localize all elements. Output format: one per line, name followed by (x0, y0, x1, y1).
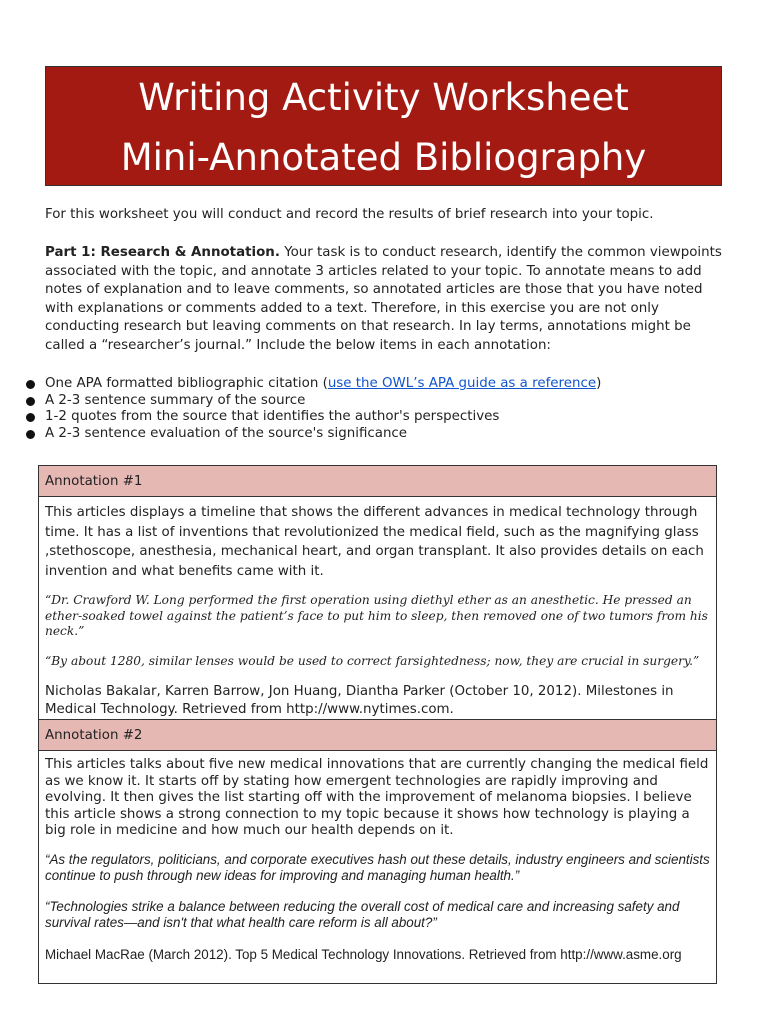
annotation-1-quote-1: “Dr. Crawford W. Long performed the first operation using diethyl ether as an anesthetic. He pressed an ether-soaked towel against the patient’s face to put him to sleep, then removed one of two tumors from his neck.” (45, 593, 708, 638)
annotation-2-quote-1: “As the regulators, politicians, and corporate executives hash out these details, industry engineers and scientists continue to push through new ideas for improving and managing human health.” (45, 851, 710, 883)
list-item: A 2-3 sentence evaluation of the source's significance (24, 426, 601, 443)
list-item (24, 376, 601, 393)
part1-paragraph (45, 244, 725, 355)
part1-text: Your task is to conduct research, identify the common viewpoints associated with the topic, and annotate 3 articles related to your topic. To annotate means to add notes of explanation and to leave comments, so annotated articles are those that you have noted with explanations or comments added to a text. Therefore, in this exercise you are not only conducting research but leaving comments on that research. In lay terms, annotations might be called a “researcher’s journal.” Include the below items in each annotation: (45, 245, 722, 353)
annotation-2-heading: Annotation #2 (39, 720, 717, 751)
annotations-table (38, 465, 717, 984)
worksheet-title: Writing Activity Worksheet (138, 76, 629, 119)
annotation-1-summary: This articles displays a timeline that shows the different advances in medical technology through time. It has a list of inventions that revolutionized the medical field, such as the magnifying glass ,stethoscope, anesthesia, mechanical heart, and organ transplant. It also provides details on each invention and what benefits came with it. (45, 505, 704, 579)
annotation-1-quote-2: “By about 1280, similar lenses would be used to correct farsightedness; now, they are crucial in surgery.” (45, 653, 700, 668)
annotation-1-heading: Annotation #1 (39, 466, 717, 497)
annotation-1-body (39, 497, 717, 720)
part1-heading: Part 1: Research & Annotation. (45, 245, 280, 260)
annotation-2-quote-2: “Technologies strike a balance between reducing the overall cost of medical care and increasing safety and survival rates—and isn't that what health care reform is all about?” (45, 898, 680, 930)
annotation-1-citation: Nicholas Bakalar, Karren Barrow, Jon Huang, Diantha Parker (October 10, 2012). Milestones in Medical Technology. Retrieved from http://www.nytimes.com. (45, 684, 674, 717)
list-item-text: One APA formatted bibliographic citation ( (45, 376, 328, 391)
list-item: 1-2 quotes from the source that identifies the author's perspectives (24, 409, 601, 426)
annotation-2-body (39, 751, 717, 984)
owl-apa-guide-link[interactable]: use the OWL’s APA guide as a reference (327, 376, 597, 391)
list-item: A 2-3 sentence summary of the source (24, 393, 601, 410)
title-banner (45, 66, 722, 186)
requirements-list (24, 376, 601, 442)
annotation-2-summary: This articles talks about five new medical innovations that are currently changing the medical field as we know it. It starts off by stating how emergent technologies are rapidly improving and evolving. It then gives the list starting off with the improvement of melanoma biopsies. I believe this article shows a strong connection to my topic because it shows how technology is playing a big role in medicine and how much our health depends on it. (45, 757, 709, 838)
worksheet-subtitle: Mini-Annotated Bibliography (120, 136, 647, 179)
list-item-text: ) (596, 376, 602, 391)
annotation-2-citation: Michael MacRae (March 2012). Top 5 Medical Technology Innovations. Retrieved from http://www.asme.org (45, 946, 682, 962)
intro-paragraph: For this worksheet you will conduct and record the results of brief research into your topic. (45, 207, 654, 222)
